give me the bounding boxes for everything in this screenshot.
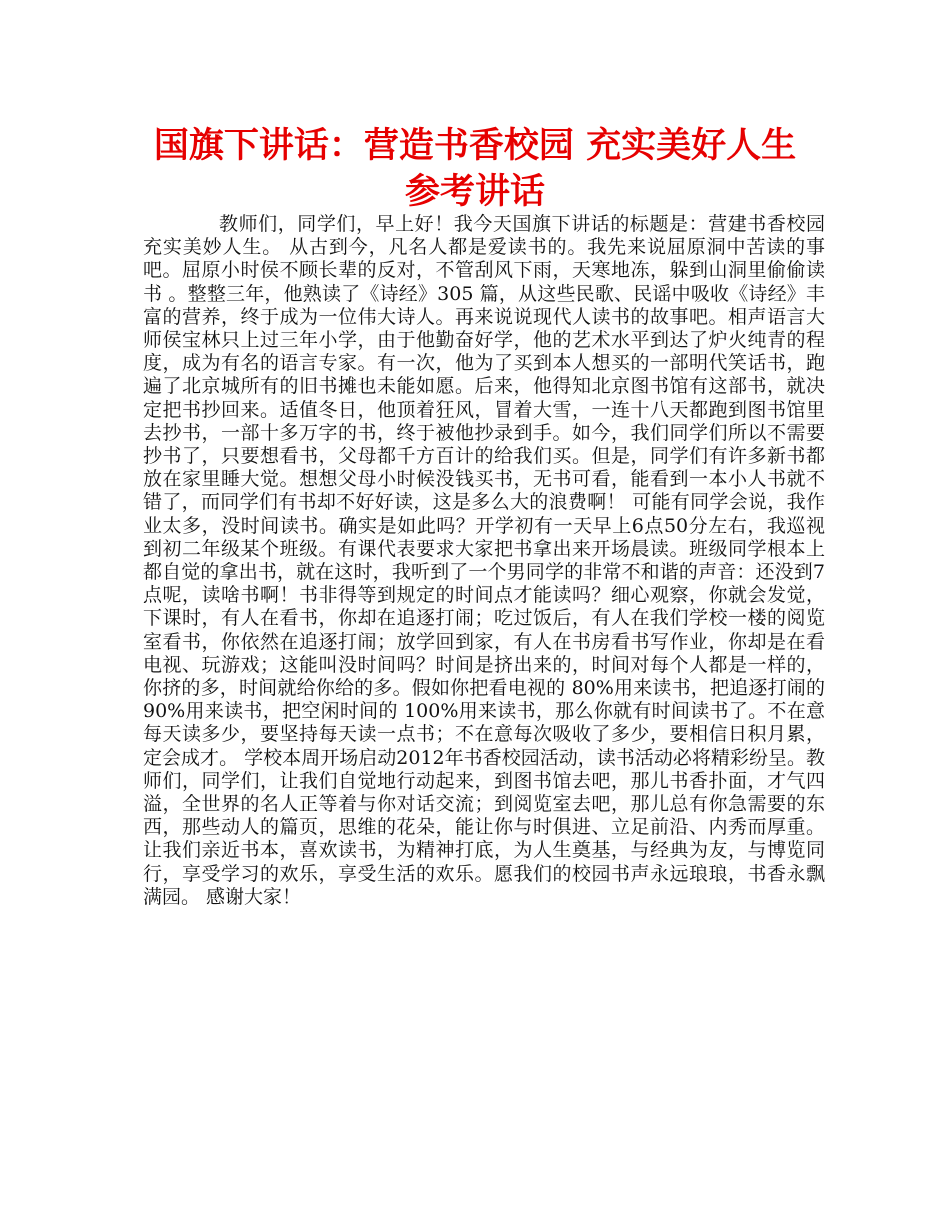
speech-body-paragraph: 教师们，同学们，早上好！我今天国旗下讲话的标题是：营建书香校园 充实美妙人生。 从古到今，凡名人都是爱读书的。我先来说屈原洞中苦读的事吧。屈原小时侯不顾长辈的反对，不管刮风下雨，天寒地冻，躲到山洞里偷偷读书 。整整三年，他熟读了《诗经》305 篇，从这些民歌、民谣中吸收《诗经》丰富的营养，终于成为一位伟大诗人。再来说说现代人读书的故事吧。相声语言大师侯宝林只上过三年小学，由于他勤奋好学，他的艺术水平到达了炉火纯青的程度，成为有名的语言专家。有一次，他为了买到本人想买的一部明代笑话书，跑遍了北京城所有的旧书摊也未能如愿。后来，他得知北京图书馆有这部书，就决定把书抄回来。适值冬日，他顶着狂风，冒着大雪，一连十八天都跑到图书馆里去抄书，一部十多万字的书，终于被他抄录到手。如今，我们同学们所以不需要抄书了，只要想看书，父母都千方百计的给我们买。但是，同学们有许多新书都放在家里睡大觉。想想父母小时候没钱买书，无书可看，能看到一本小人书就不错了，而同学们有书却不好好读，这是多么大的浪费啊！ 可能有同学会说，我作业太多，没时间读书。确实是如此吗？开学初有一天早上6点50分左右，我巡视到初二年级某个班级。有课代表要求大家把书拿出来开场晨读。班级同学根本上都自觉的拿出书，就在这时，我听到了一个男同学的非常不和谐的声音：还没到7点呢，读啥书啊！书非得等到规定的时间点才能读吗？细心观察，你就会发觉，下课时，有人在看书，你却在追逐打闹；吃过饭后，有人在我们学校一楼的阅览室看书，你依然在追逐打闹；放学回到家，有人在书房看书写作业，你却是在看电视、玩游戏；这能叫没时间吗？时间是挤出来的，时间对每个人都是一样的，你挤的多，时间就给你给的多。假如你把看电视的 80%用来读书，把追逐打闹的 90%用来读书，把空闲时间的 100%用来读书，那么你就有时间读书了。不在意每天读多少，要坚持每天读一点书；不在意每次吸收了多少，要相信日积月累，定会成才。 学校本周开场启动2012年书香校园活动，读书活动必将精彩纷呈。教师们，同学们，让我们自觉地行动起来，到图书馆去吧，那儿书香扑面，才气四溢，全世界的名人正等着与你对话交流；到阅览室去吧，那儿总有你急需要的东西，那些动人的篇页，思维的花朵，能让你与时俱进、立足前沿、内秀而厚重。让我们亲近书本，喜欢读书，为精神打底，为人生奠基，与经典为友，与博览同行，享受学习的欢乐，享受生活的欢乐。愿我们的校园书声永远琅琅，书香永飘满园。 感谢大家！ <box>143 213 825 908</box>
page-subtitle: 参考讲话 <box>404 172 545 212</box>
page-title: 国旗下讲话：营造书香校园 充实美好人生 <box>153 126 797 166</box>
